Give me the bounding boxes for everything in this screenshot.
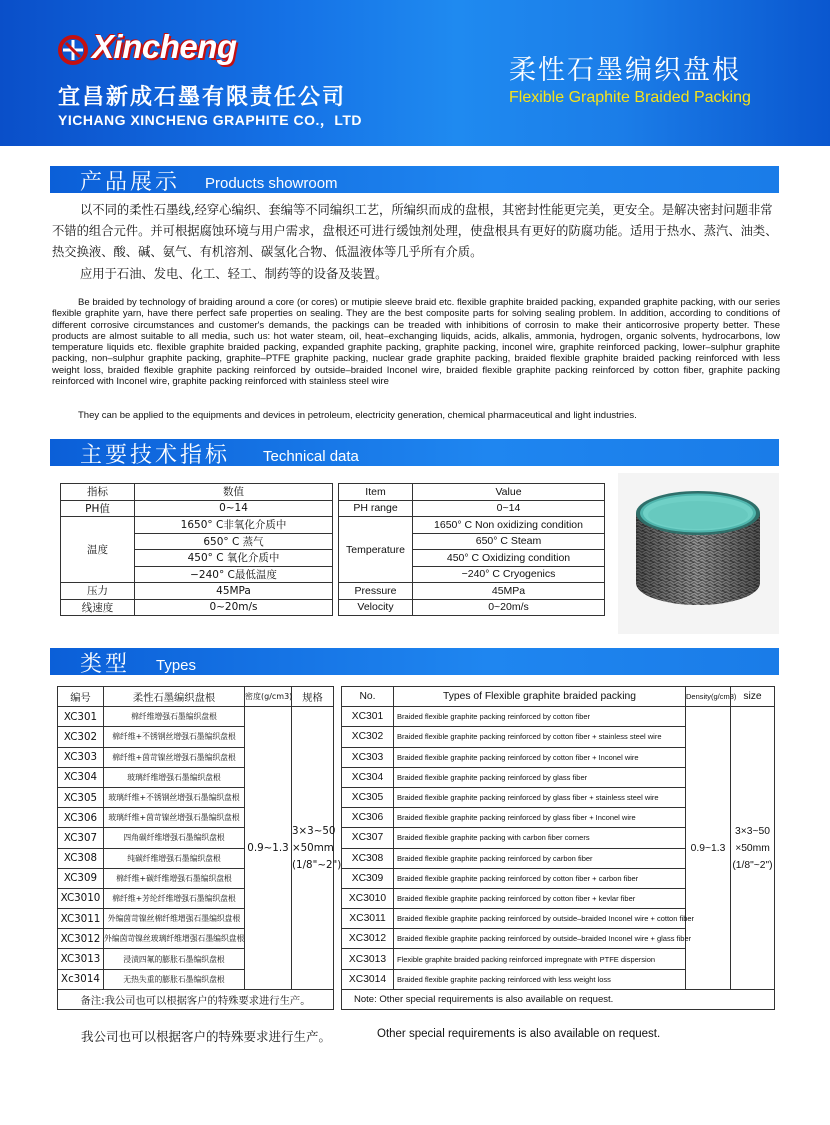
table-cell: 650° C 蒸气: [135, 533, 333, 550]
table-note: Note: Other special requirements is also available on request.: [342, 989, 775, 1009]
table-note-row: [342, 989, 775, 1009]
table-cell: 0~14: [135, 500, 333, 517]
table-cell: 650° C Steam: [413, 533, 605, 550]
packing-type-cell: Braided flexible graphite packing reinforced by glass fiber + stainless steel wire: [394, 787, 686, 807]
section-title-en: Technical data: [263, 448, 359, 465]
table-header-cell: Value: [413, 484, 605, 501]
model-number-cell: XC3013: [342, 949, 394, 969]
model-number-cell: XC309: [58, 868, 104, 888]
table-cell: 0~20m/s: [413, 599, 605, 616]
table-cell: 1650° C非氧化介质中: [135, 517, 333, 534]
model-number-cell: XC3010: [342, 888, 394, 908]
table-cell: Velocity: [339, 599, 413, 616]
table-row: [61, 484, 333, 501]
model-number-cell: XC301: [342, 707, 394, 727]
packing-type-cell: Braided flexible graphite packing reinforced by glass fiber: [394, 767, 686, 787]
packing-type-cell: 浸渍四氟的膨胀石墨编织盘根: [104, 949, 245, 969]
model-number-cell: XC305: [342, 787, 394, 807]
packing-type-cell: Braided flexible graphite packing reinforced by outside–braided Inconel wire + cotton fiber: [394, 909, 686, 929]
section-header-technical: [50, 439, 779, 466]
header-banner: [0, 0, 830, 146]
model-number-cell: XC307: [342, 828, 394, 848]
packing-type-cell: 棉纤维+不锈钢丝增强石墨编织盘根: [104, 727, 245, 747]
table-row: [61, 583, 333, 600]
packing-type-cell: Braided flexible graphite packing reinforced with less weight loss: [394, 969, 686, 989]
table-header-cell: 规格: [292, 687, 334, 707]
model-number-cell: XC301: [58, 707, 104, 727]
model-number-cell: XC3011: [58, 909, 104, 929]
table-cell: −240° C最低温度: [135, 566, 333, 583]
packing-type-cell: 棉纤维+茵苛镍丝增强石墨编织盘根: [104, 747, 245, 767]
packing-type-cell: 玻璃纤维+不锈钢丝增强石墨编织盘根: [104, 787, 245, 807]
table-cell: 温度: [61, 517, 135, 583]
intro-en-application: They can be applied to the equipments and devices in petroleum, electricity generation, chemical pharmaceutical and light industries.: [78, 410, 637, 421]
table-row: [342, 707, 775, 727]
packing-type-cell: 四角碳纤维增强石墨编织盘根: [104, 828, 245, 848]
section-title-cn: 类型: [80, 652, 131, 677]
packing-type-cell: Braided flexible graphite packing reinforced by glass fiber + Inconel wire: [394, 808, 686, 828]
model-number-cell: XC3010: [58, 888, 104, 908]
model-number-cell: XC3013: [58, 949, 104, 969]
table-cell: 1650° C Non oxidizing condition: [413, 517, 605, 534]
size-line: ×50mm: [735, 842, 770, 854]
tech-table-en: [338, 483, 605, 616]
table-header-cell: Item: [339, 484, 413, 501]
model-number-cell: XC307: [58, 828, 104, 848]
model-number-cell: XC302: [342, 727, 394, 747]
table-cell: Pressure: [339, 583, 413, 600]
model-number-cell: XC3012: [342, 929, 394, 949]
section-title-en: Products showroom: [205, 175, 338, 192]
model-number-cell: XC306: [58, 808, 104, 828]
table-header-cell: 编号: [58, 687, 104, 707]
density-cell: 0.9~1.3: [245, 707, 292, 990]
density-cell: 0.9~1.3: [686, 707, 731, 990]
model-number-cell: XC305: [58, 787, 104, 807]
table-row: [339, 500, 605, 517]
table-note-row: [58, 989, 334, 1009]
model-number-cell: XC3014: [342, 969, 394, 989]
model-number-cell: XC306: [342, 808, 394, 828]
packing-type-cell: Braided flexible graphite packing reinforced by cotton fiber + carbon fiber: [394, 868, 686, 888]
table-cell: 450° C Oxidizing condition: [413, 550, 605, 567]
xincheng-logo-icon: [57, 34, 89, 66]
packing-type-cell: 玻璃纤维增强石墨编织盘根: [104, 767, 245, 787]
model-number-cell: XC303: [342, 747, 394, 767]
table-header-cell: 指标: [61, 484, 135, 501]
table-cell: Temperature: [339, 517, 413, 583]
table-cell: 压力: [61, 583, 135, 600]
table-row: [339, 484, 605, 501]
tech-table-cn: [60, 483, 333, 616]
intro-cn-paragraph: 以不同的柔性石墨线,经穿心编织、套编等不同编织工艺，所编织而成的盘根，其密封性能更完美，更安全。是解决密封问题非常不错的组合元件。并可根据腐蚀环境与用户需求，盘根还可进行缓蚀剂处理，使盘根具有更好的防腐功能。适用于热水、蒸汽、油类、热交换液、酸、碱、氨气、有机溶剂、碳氢化合物、低温液体等几乎所有介质。: [52, 203, 778, 259]
section-title-cn: 主要技术指标: [80, 443, 231, 468]
table-cell: PH range: [339, 500, 413, 517]
model-number-cell: XC303: [58, 747, 104, 767]
packing-type-cell: 棉纤维增强石墨编织盘根: [104, 707, 245, 727]
table-row: [61, 599, 333, 616]
table-row: [339, 583, 605, 600]
footer-note-en: Other special requirements is also available on request.: [377, 1028, 661, 1040]
model-number-cell: XC308: [58, 848, 104, 868]
model-number-cell: XC3011: [342, 909, 394, 929]
model-number-cell: Xc3014: [58, 969, 104, 989]
table-header-cell: 数值: [135, 484, 333, 501]
packing-type-cell: 纯碳纤维增强石墨编织盘根: [104, 848, 245, 868]
product-title-en: Flexible Graphite Braided Packing: [509, 89, 751, 106]
company-name-cn: 宜昌新成石墨有限责任公司: [58, 85, 347, 110]
table-row: [339, 517, 605, 534]
packing-type-cell: Braided flexible graphite packing reinforced by cotton fiber + kevlar fiber: [394, 888, 686, 908]
table-cell: PH值: [61, 500, 135, 517]
table-cell: 450° C 氧化介质中: [135, 550, 333, 567]
types-table-cn: [57, 686, 342, 1010]
table-header-cell: size: [731, 687, 775, 707]
table-row: [61, 517, 333, 534]
product-title-cn: 柔性石墨编织盘根: [509, 55, 741, 86]
table-cell: 0~20m/s: [135, 599, 333, 616]
product-photo: [618, 473, 779, 634]
section-header-showroom: [50, 166, 779, 193]
model-number-cell: XC302: [58, 727, 104, 747]
model-number-cell: XC3012: [58, 929, 104, 949]
model-number-cell: XC308: [342, 848, 394, 868]
table-header-cell: Density(g/cm3): [686, 687, 731, 707]
section-title-en: Types: [156, 657, 197, 674]
packing-coil-image: [618, 473, 779, 634]
size-cell: [292, 707, 342, 990]
size-line: ×50mm: [292, 841, 334, 854]
size-line: (1/8"~2"): [732, 859, 773, 871]
model-number-cell: XC304: [58, 767, 104, 787]
table-cell: 45MPa: [413, 583, 605, 600]
packing-type-cell: Braided flexible graphite packing with carbon fiber corners: [394, 828, 686, 848]
size-line: (1/8"~2"): [292, 858, 342, 871]
table-row: [58, 707, 334, 727]
types-table-en: [341, 686, 775, 1010]
table-cell: 45MPa: [135, 583, 333, 600]
table-header-row: [342, 687, 775, 707]
packing-type-cell: Braided flexible graphite packing reinforced by outside–braided Inconel wire + glass fiber: [394, 929, 686, 949]
table-row: [339, 599, 605, 616]
table-cell: 0~14: [413, 500, 605, 517]
table-header-cell: 柔性石墨编织盘根: [104, 687, 245, 707]
brand-name: Xincheng: [92, 28, 237, 65]
model-number-cell: XC309: [342, 868, 394, 888]
table-header-row: [58, 687, 334, 707]
packing-type-cell: 外编茵苛镍丝玻璃纤维增强石墨编织盘根: [104, 929, 245, 949]
packing-type-cell: Braided flexible graphite packing reinforced by cotton fiber + Inconel wire: [394, 747, 686, 767]
section-title-cn: 产品展示: [80, 170, 181, 195]
table-header-cell: 密度(g/cm3): [245, 687, 292, 707]
packing-type-cell: 棉纤维+碳纤维增强石墨编织盘根: [104, 868, 245, 888]
intro-en-paragraph: Be braided by technology of braiding around a core (or cores) or mutipie sleeve braid etc. flexible graphite braided packing, expanded graphite packing, with our series flexible graphite yarn, have there perfect safe properties on sealing. They are the best composite parts for solving sealing problem. In addition, according to conditions of different corrosive circumstances and customer's demands, the packings can be treaded with inhibitions of corrosin to make their anticorrosive property better. These products are almost suitable to all media, such us: hot water steam, oil, heat–exchanging liquids, acids, alkalis, ammonia, hydrogen, organic solvents, hydrocarbons, low temperature liquids etc. flexible graphite braided packing, expanded graphite packing, graphite packing, inconel wire, graphite reinforced packing, lower–sulphur graphite packing, non–sulphur graphite packing, graphite–PTFE graphite packing, nuclear grade graphite packing, braided flexible graphite braided packing reinforced with less weight loss, braided flexible graphite packing reinforced by outside–braided Inconel wire, braided flexible graphite packing reinforced by cotton fiber, graphite packing reinforced with Inconel wire, graphite packing reinforced with stainless steel wire: [52, 297, 780, 388]
section-header-types: [50, 648, 779, 675]
footer-note-cn: 我公司也可以根据客户的特殊要求进行生产。: [81, 1029, 332, 1044]
packing-type-cell: Braided flexible graphite packing reinforced by carbon fiber: [394, 848, 686, 868]
packing-type-cell: 玻璃纤维+茵苛镍丝增强石墨编织盘根: [104, 808, 245, 828]
packing-type-cell: 外编茵苛镍丝棉纤维增强石墨编织盘根: [104, 909, 245, 929]
size-line: 3×3~50: [292, 824, 336, 837]
table-cell: 线速度: [61, 599, 135, 616]
table-header-cell: Types of Flexible graphite braided packing: [394, 687, 686, 707]
packing-type-cell: Braided flexible graphite packing reinforced by cotton fiber + stainless steel wire: [394, 727, 686, 747]
intro-cn-application: 应用于石油、发电、化工、轻工、制药等的设备及装置。: [80, 267, 388, 281]
packing-type-cell: 棉纤维+芳纶纤维增强石墨编织盘根: [104, 888, 245, 908]
table-note: 备注:我公司也可以根据客户的特殊要求进行生产。: [58, 989, 334, 1009]
packing-type-cell: Flexible graphite braided packing reinforced impregnate with PTFE dispersion: [394, 949, 686, 969]
packing-type-cell: Braided flexible graphite packing reinforced by cotton fiber: [394, 707, 686, 727]
size-line: 3×3~50: [735, 825, 770, 837]
size-cell: [731, 707, 775, 990]
table-cell: −240° C Cryogenics: [413, 566, 605, 583]
model-number-cell: XC304: [342, 767, 394, 787]
table-row: [61, 500, 333, 517]
table-header-cell: No.: [342, 687, 394, 707]
company-name-en: YICHANG XINCHENG GRAPHITE CO.，LTD: [58, 112, 363, 128]
packing-type-cell: 无热失重的膨胀石墨编织盘根: [104, 969, 245, 989]
